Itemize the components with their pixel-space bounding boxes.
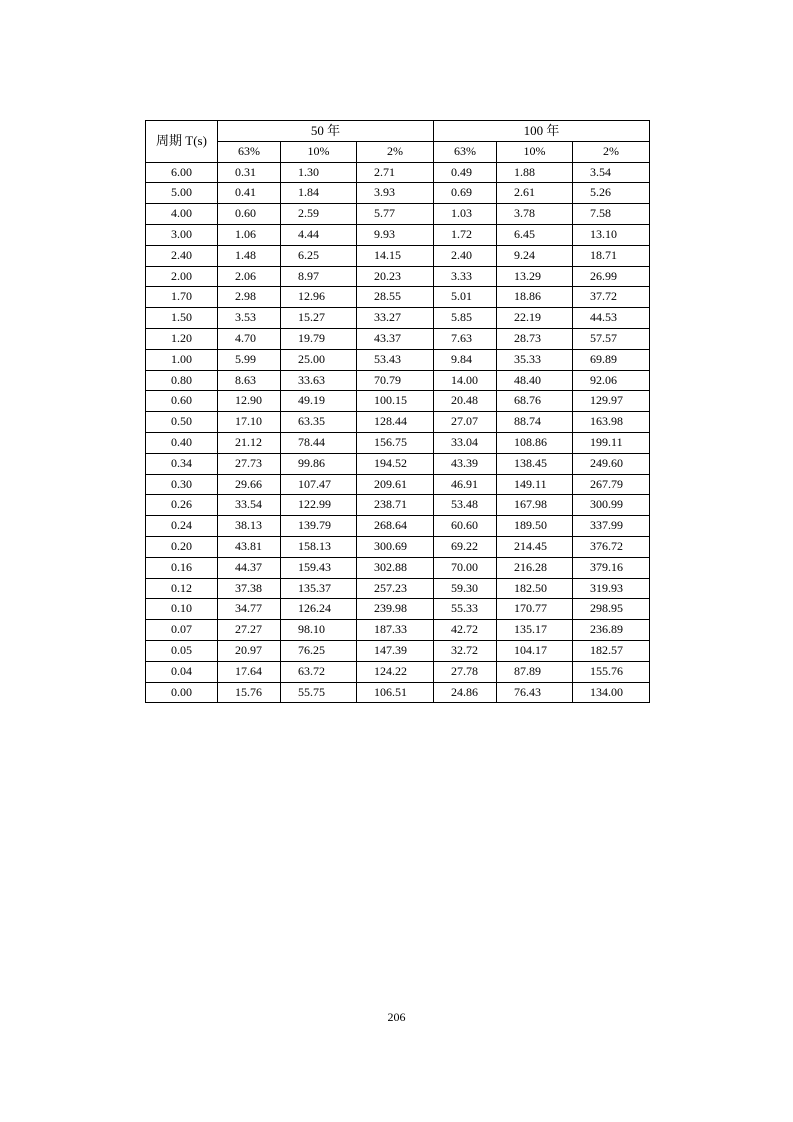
value-cell: 100.15 <box>357 391 434 412</box>
value-cell: 7.63 <box>434 328 497 349</box>
value-cell: 122.99 <box>281 495 357 516</box>
value-cell: 18.86 <box>497 287 573 308</box>
value-cell: 98.10 <box>281 620 357 641</box>
value-cell: 32.72 <box>434 640 497 661</box>
header-row-probabilities <box>146 141 650 162</box>
value-cell: 268.64 <box>357 516 434 537</box>
value-cell: 1.84 <box>281 183 357 204</box>
value-cell: 1.48 <box>218 245 281 266</box>
value-cell: 12.90 <box>218 391 281 412</box>
period-cell: 0.34 <box>146 453 218 474</box>
value-cell: 33.63 <box>281 370 357 391</box>
value-cell: 5.99 <box>218 349 281 370</box>
value-cell: 104.17 <box>497 640 573 661</box>
sub-header: 10% <box>281 141 357 162</box>
table-row <box>146 370 650 391</box>
value-cell: 159.43 <box>281 557 357 578</box>
value-cell: 33.27 <box>357 308 434 329</box>
value-cell: 13.10 <box>573 224 650 245</box>
value-cell: 69.89 <box>573 349 650 370</box>
value-cell: 182.50 <box>497 578 573 599</box>
period-cell: 3.00 <box>146 224 218 245</box>
table-row <box>146 620 650 641</box>
value-cell: 43.81 <box>218 536 281 557</box>
page-number: 206 <box>387 1010 406 1024</box>
table-row <box>146 432 650 453</box>
period-cell: 1.50 <box>146 308 218 329</box>
table-row <box>146 328 650 349</box>
value-cell: 155.76 <box>573 661 650 682</box>
table-row <box>146 682 650 703</box>
value-cell: 27.07 <box>434 412 497 433</box>
value-cell: 22.19 <box>497 308 573 329</box>
value-cell: 87.89 <box>497 661 573 682</box>
value-cell: 319.93 <box>573 578 650 599</box>
value-cell: 15.76 <box>218 682 281 703</box>
value-cell: 300.99 <box>573 495 650 516</box>
value-cell: 28.55 <box>357 287 434 308</box>
value-cell: 53.48 <box>434 495 497 516</box>
value-cell: 7.58 <box>573 204 650 225</box>
value-cell: 59.30 <box>434 578 497 599</box>
value-cell: 8.97 <box>281 266 357 287</box>
value-cell: 3.33 <box>434 266 497 287</box>
value-cell: 182.57 <box>573 640 650 661</box>
value-cell: 48.40 <box>497 370 573 391</box>
period-cell: 4.00 <box>146 204 218 225</box>
table-row <box>146 453 650 474</box>
period-cell: 0.20 <box>146 536 218 557</box>
value-cell: 46.91 <box>434 474 497 495</box>
value-cell: 27.27 <box>218 620 281 641</box>
value-cell: 55.75 <box>281 682 357 703</box>
value-cell: 0.49 <box>434 162 497 183</box>
value-cell: 216.28 <box>497 557 573 578</box>
value-cell: 1.88 <box>497 162 573 183</box>
period-cell: 0.16 <box>146 557 218 578</box>
value-cell: 257.23 <box>357 578 434 599</box>
period-cell: 0.00 <box>146 682 218 703</box>
value-cell: 238.71 <box>357 495 434 516</box>
value-cell: 1.72 <box>434 224 497 245</box>
value-cell: 2.71 <box>357 162 434 183</box>
value-cell: 156.75 <box>357 432 434 453</box>
value-cell: 17.64 <box>218 661 281 682</box>
value-cell: 3.53 <box>218 308 281 329</box>
value-cell: 92.06 <box>573 370 650 391</box>
table-row <box>146 224 650 245</box>
value-cell: 42.72 <box>434 620 497 641</box>
value-cell: 43.37 <box>357 328 434 349</box>
value-cell: 189.50 <box>497 516 573 537</box>
table-row <box>146 391 650 412</box>
value-cell: 199.11 <box>573 432 650 453</box>
value-cell: 5.26 <box>573 183 650 204</box>
value-cell: 4.44 <box>281 224 357 245</box>
value-cell: 249.60 <box>573 453 650 474</box>
value-cell: 19.79 <box>281 328 357 349</box>
value-cell: 128.44 <box>357 412 434 433</box>
value-cell: 35.33 <box>497 349 573 370</box>
table-row <box>146 412 650 433</box>
group-header-100-years: 100 年 <box>434 121 650 142</box>
value-cell: 60.60 <box>434 516 497 537</box>
value-cell: 194.52 <box>357 453 434 474</box>
table-row <box>146 640 650 661</box>
value-cell: 88.74 <box>497 412 573 433</box>
group-header-50-years: 50 年 <box>218 121 434 142</box>
table-row <box>146 245 650 266</box>
sub-header: 2% <box>573 141 650 162</box>
table-row <box>146 495 650 516</box>
value-cell: 300.69 <box>357 536 434 557</box>
value-cell: 107.47 <box>281 474 357 495</box>
value-cell: 124.22 <box>357 661 434 682</box>
value-cell: 5.85 <box>434 308 497 329</box>
value-cell: 68.76 <box>497 391 573 412</box>
period-cell: 0.26 <box>146 495 218 516</box>
value-cell: 129.97 <box>573 391 650 412</box>
table-row <box>146 536 650 557</box>
value-cell: 1.03 <box>434 204 497 225</box>
value-cell: 214.45 <box>497 536 573 557</box>
value-cell: 0.60 <box>218 204 281 225</box>
value-cell: 21.12 <box>218 432 281 453</box>
value-cell: 9.24 <box>497 245 573 266</box>
value-cell: 24.86 <box>434 682 497 703</box>
value-cell: 134.00 <box>573 682 650 703</box>
period-cell: 0.60 <box>146 391 218 412</box>
period-cell: 5.00 <box>146 183 218 204</box>
period-cell: 0.10 <box>146 599 218 620</box>
table-row <box>146 162 650 183</box>
value-cell: 135.37 <box>281 578 357 599</box>
value-cell: 14.15 <box>357 245 434 266</box>
value-cell: 99.86 <box>281 453 357 474</box>
value-cell: 2.98 <box>218 287 281 308</box>
value-cell: 163.98 <box>573 412 650 433</box>
value-cell: 5.77 <box>357 204 434 225</box>
table-row <box>146 204 650 225</box>
value-cell: 2.40 <box>434 245 497 266</box>
table-body <box>146 162 650 703</box>
value-cell: 76.43 <box>497 682 573 703</box>
value-cell: 14.00 <box>434 370 497 391</box>
table-row <box>146 578 650 599</box>
value-cell: 33.04 <box>434 432 497 453</box>
period-cell: 0.30 <box>146 474 218 495</box>
value-cell: 20.23 <box>357 266 434 287</box>
value-cell: 44.53 <box>573 308 650 329</box>
value-cell: 33.54 <box>218 495 281 516</box>
table-header <box>146 121 650 163</box>
value-cell: 37.38 <box>218 578 281 599</box>
sub-header: 63% <box>434 141 497 162</box>
value-cell: 55.33 <box>434 599 497 620</box>
table-row <box>146 266 650 287</box>
value-cell: 379.16 <box>573 557 650 578</box>
sub-header: 63% <box>218 141 281 162</box>
value-cell: 135.17 <box>497 620 573 641</box>
value-cell: 57.57 <box>573 328 650 349</box>
value-cell: 13.29 <box>497 266 573 287</box>
value-cell: 28.73 <box>497 328 573 349</box>
period-cell: 0.12 <box>146 578 218 599</box>
period-cell: 0.40 <box>146 432 218 453</box>
value-cell: 2.61 <box>497 183 573 204</box>
value-cell: 3.78 <box>497 204 573 225</box>
value-cell: 38.13 <box>218 516 281 537</box>
table-row <box>146 349 650 370</box>
value-cell: 15.27 <box>281 308 357 329</box>
table-row <box>146 661 650 682</box>
value-cell: 149.11 <box>497 474 573 495</box>
period-cell: 1.70 <box>146 287 218 308</box>
value-cell: 3.93 <box>357 183 434 204</box>
value-cell: 18.71 <box>573 245 650 266</box>
value-cell: 302.88 <box>357 557 434 578</box>
value-cell: 3.54 <box>573 162 650 183</box>
value-cell: 6.25 <box>281 245 357 266</box>
sub-header: 2% <box>357 141 434 162</box>
value-cell: 17.10 <box>218 412 281 433</box>
value-cell: 12.96 <box>281 287 357 308</box>
value-cell: 44.37 <box>218 557 281 578</box>
period-cell: 1.20 <box>146 328 218 349</box>
value-cell: 1.30 <box>281 162 357 183</box>
value-cell: 2.59 <box>281 204 357 225</box>
value-cell: 298.95 <box>573 599 650 620</box>
value-cell: 76.25 <box>281 640 357 661</box>
value-cell: 187.33 <box>357 620 434 641</box>
value-cell: 70.00 <box>434 557 497 578</box>
value-cell: 4.70 <box>218 328 281 349</box>
value-cell: 27.73 <box>218 453 281 474</box>
value-cell: 20.48 <box>434 391 497 412</box>
value-cell: 69.22 <box>434 536 497 557</box>
value-cell: 209.61 <box>357 474 434 495</box>
period-cell: 0.50 <box>146 412 218 433</box>
value-cell: 29.66 <box>218 474 281 495</box>
value-cell: 49.19 <box>281 391 357 412</box>
period-cell: 1.00 <box>146 349 218 370</box>
period-cell: 0.04 <box>146 661 218 682</box>
value-cell: 6.45 <box>497 224 573 245</box>
period-cell: 2.40 <box>146 245 218 266</box>
value-cell: 0.69 <box>434 183 497 204</box>
value-cell: 8.63 <box>218 370 281 391</box>
value-cell: 337.99 <box>573 516 650 537</box>
period-header: 周期 T(s) <box>146 121 218 163</box>
value-cell: 63.72 <box>281 661 357 682</box>
table-row <box>146 557 650 578</box>
value-cell: 147.39 <box>357 640 434 661</box>
period-cell: 0.05 <box>146 640 218 661</box>
value-cell: 170.77 <box>497 599 573 620</box>
value-cell: 267.79 <box>573 474 650 495</box>
value-cell: 9.84 <box>434 349 497 370</box>
period-cell: 0.07 <box>146 620 218 641</box>
value-cell: 167.98 <box>497 495 573 516</box>
value-cell: 43.39 <box>434 453 497 474</box>
table-row <box>146 183 650 204</box>
value-cell: 26.99 <box>573 266 650 287</box>
value-cell: 376.72 <box>573 536 650 557</box>
value-cell: 25.00 <box>281 349 357 370</box>
value-cell: 9.93 <box>357 224 434 245</box>
value-cell: 126.24 <box>281 599 357 620</box>
value-cell: 1.06 <box>218 224 281 245</box>
value-cell: 20.97 <box>218 640 281 661</box>
value-cell: 108.86 <box>497 432 573 453</box>
table-row <box>146 516 650 537</box>
value-cell: 78.44 <box>281 432 357 453</box>
header-row-groups <box>146 121 650 142</box>
sub-header: 10% <box>497 141 573 162</box>
table-row <box>146 308 650 329</box>
value-cell: 158.13 <box>281 536 357 557</box>
table-row <box>146 599 650 620</box>
value-cell: 239.98 <box>357 599 434 620</box>
value-cell: 0.41 <box>218 183 281 204</box>
value-cell: 106.51 <box>357 682 434 703</box>
value-cell: 63.35 <box>281 412 357 433</box>
value-cell: 5.01 <box>434 287 497 308</box>
value-cell: 34.77 <box>218 599 281 620</box>
value-cell: 0.31 <box>218 162 281 183</box>
period-cell: 0.80 <box>146 370 218 391</box>
period-cell: 0.24 <box>146 516 218 537</box>
period-cell: 6.00 <box>146 162 218 183</box>
table-row <box>146 474 650 495</box>
value-cell: 2.06 <box>218 266 281 287</box>
period-cell: 2.00 <box>146 266 218 287</box>
value-cell: 70.79 <box>357 370 434 391</box>
value-cell: 37.72 <box>573 287 650 308</box>
table-row <box>146 287 650 308</box>
value-cell: 138.45 <box>497 453 573 474</box>
value-cell: 27.78 <box>434 661 497 682</box>
value-cell: 53.43 <box>357 349 434 370</box>
spectrum-table <box>145 120 650 703</box>
value-cell: 236.89 <box>573 620 650 641</box>
value-cell: 139.79 <box>281 516 357 537</box>
